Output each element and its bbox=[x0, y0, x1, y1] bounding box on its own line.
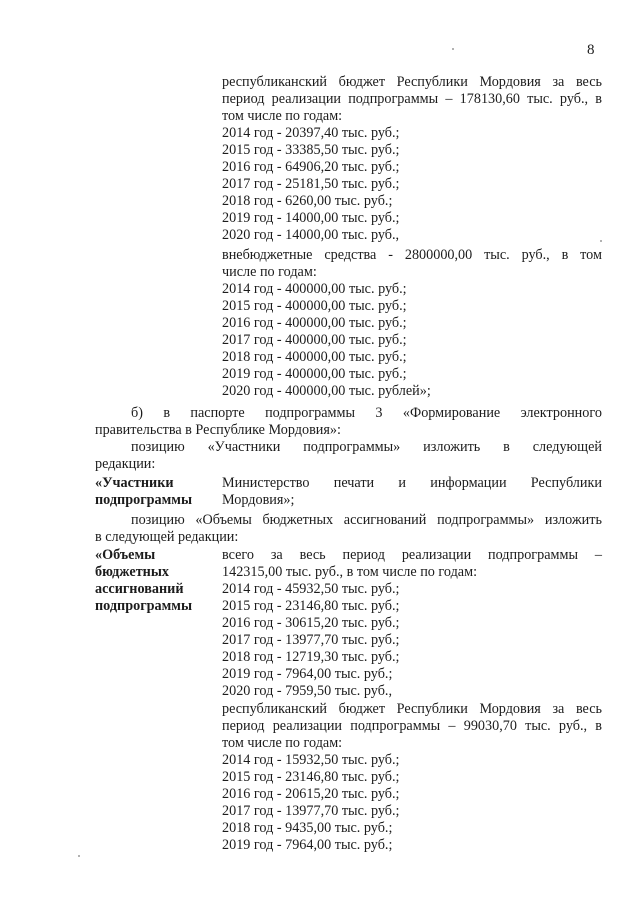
total-year-2020: 2020 год - 7959,50 тыс. руб., bbox=[222, 683, 393, 699]
extra-year-2020: 2020 год - 400000,00 тыс. рублей»; bbox=[222, 383, 431, 399]
scan-speck bbox=[78, 855, 80, 857]
word: в bbox=[503, 439, 510, 455]
republic-intro-line-3: том числе по годам: bbox=[222, 108, 343, 124]
word: бюджетных bbox=[262, 512, 334, 528]
word: период bbox=[222, 91, 265, 107]
word: 99030,70 bbox=[463, 718, 517, 734]
word: тыс. bbox=[525, 718, 551, 734]
word: период bbox=[222, 718, 265, 734]
participants-value-2: Мордовия»; bbox=[222, 492, 295, 508]
word: 3 bbox=[375, 405, 383, 421]
total-year-2019: 2019 год - 7964,00 тыс. руб.; bbox=[222, 666, 393, 682]
word: б) bbox=[131, 405, 143, 421]
word: весь bbox=[299, 547, 326, 563]
b-republic-year-2019: 2019 год - 7964,00 тыс. руб.; bbox=[222, 837, 393, 853]
total-intro-line-2: 142315,00 тыс. руб., в том числе по годам: bbox=[222, 564, 478, 580]
word: паспорте bbox=[190, 405, 245, 421]
scan-speck bbox=[600, 240, 602, 242]
word: республиканский bbox=[222, 701, 328, 717]
word: печати bbox=[333, 475, 375, 491]
word: позицию bbox=[131, 512, 185, 528]
b-republic-year-2015: 2015 год - 23146,80 тыс. руб.; bbox=[222, 769, 400, 785]
word: Министерство bbox=[222, 475, 310, 491]
word: ассигнований bbox=[343, 512, 427, 528]
word: том bbox=[580, 247, 602, 263]
word: изложить bbox=[423, 439, 481, 455]
total-intro-line-1 bbox=[222, 547, 602, 564]
b-republic-year-2014: 2014 год - 15932,50 тыс. руб.; bbox=[222, 752, 400, 768]
word: – bbox=[448, 718, 456, 734]
republic-year-2014: 2014 год - 20397,40 тыс. руб.; bbox=[222, 125, 400, 141]
word: Республики bbox=[396, 701, 468, 717]
word: Мордовия bbox=[479, 74, 541, 90]
volumes-label-3: ассигнований bbox=[95, 581, 184, 597]
word: – bbox=[594, 547, 602, 563]
total-year-2015: 2015 год - 23146,80 тыс. руб.; bbox=[222, 598, 400, 614]
republic-intro-line-1 bbox=[222, 74, 602, 91]
word: период bbox=[342, 547, 385, 563]
word: - bbox=[388, 247, 393, 263]
word: внебюджетные bbox=[222, 247, 313, 263]
republic-year-2019: 2019 год - 14000,00 тыс. руб.; bbox=[222, 210, 400, 226]
republic-intro-line-2 bbox=[222, 91, 602, 108]
word: и bbox=[398, 475, 406, 491]
republic-year-2020: 2020 год - 14000,00 тыс. руб., bbox=[222, 227, 400, 243]
volumes-label-2: бюджетных bbox=[95, 564, 170, 580]
word: Мордовия bbox=[479, 701, 541, 717]
participants-value-1 bbox=[222, 475, 602, 492]
word: Республики bbox=[396, 74, 468, 90]
section-b-line-2: правительства в Республике Мордовия»: bbox=[95, 422, 341, 438]
total-year-2016: 2016 год - 30615,20 тыс. руб.; bbox=[222, 615, 400, 631]
word: реализации bbox=[401, 547, 472, 563]
word: 178130,60 bbox=[459, 91, 520, 107]
word: весь bbox=[575, 701, 602, 717]
word: всего bbox=[222, 547, 254, 563]
word: подпрограммы bbox=[350, 718, 441, 734]
word: информации bbox=[430, 475, 507, 491]
extra-year-2015: 2015 год - 400000,00 тыс. руб.; bbox=[222, 298, 407, 314]
word: руб., bbox=[559, 91, 589, 107]
word: 2800000,00 bbox=[404, 247, 473, 263]
word: электронного bbox=[520, 405, 602, 421]
volumes-intro-line-2: в следующей редакции: bbox=[95, 529, 239, 545]
word: в bbox=[595, 718, 602, 734]
extra-intro-line-2: числе по годам: bbox=[222, 264, 317, 280]
word: тыс. bbox=[484, 247, 510, 263]
b-republic-intro-line-2 bbox=[222, 718, 602, 735]
section-b-line-1 bbox=[131, 405, 602, 422]
word: в bbox=[595, 91, 602, 107]
b-republic-intro-line-3: том числе по годам: bbox=[222, 735, 343, 751]
word: реализации bbox=[271, 91, 342, 107]
word: за bbox=[552, 701, 565, 717]
republic-year-2018: 2018 год - 6260,00 тыс. руб.; bbox=[222, 193, 393, 209]
word: «Объемы bbox=[195, 512, 252, 528]
total-year-2018: 2018 год - 12719,30 тыс. руб.; bbox=[222, 649, 400, 665]
participants-label-1: «Участники bbox=[95, 475, 174, 491]
volumes-label-1: «Объемы bbox=[95, 547, 156, 563]
b-republic-intro-line-1 bbox=[222, 701, 602, 718]
b-republic-year-2016: 2016 год - 20615,20 тыс. руб.; bbox=[222, 786, 400, 802]
word: средства bbox=[324, 247, 377, 263]
word: в bbox=[163, 405, 171, 421]
total-year-2014: 2014 год - 45932,50 тыс. руб.; bbox=[222, 581, 400, 597]
word: республиканский bbox=[222, 74, 328, 90]
word: тыс. bbox=[527, 91, 553, 107]
word: бюджет bbox=[338, 74, 386, 90]
word: реализации bbox=[272, 718, 343, 734]
word: подпрограммы bbox=[348, 91, 439, 107]
word: подпрограммы» bbox=[437, 512, 535, 528]
word: – bbox=[445, 91, 453, 107]
word: руб., bbox=[521, 247, 550, 263]
word: за bbox=[270, 547, 283, 563]
page-number: 8 bbox=[587, 42, 595, 58]
participants-intro-line-2: редакции: bbox=[95, 456, 156, 472]
extra-year-2016: 2016 год - 400000,00 тыс. руб.; bbox=[222, 315, 407, 331]
republic-year-2016: 2016 год - 64906,20 тыс. руб.; bbox=[222, 159, 400, 175]
extra-intro-line-1 bbox=[222, 247, 602, 264]
extra-year-2019: 2019 год - 400000,00 тыс. руб.; bbox=[222, 366, 407, 382]
extra-year-2014: 2014 год - 400000,00 тыс. руб.; bbox=[222, 281, 407, 297]
word: подпрограммы» bbox=[303, 439, 401, 455]
word: весь bbox=[575, 74, 602, 90]
b-republic-year-2018: 2018 год - 9435,00 тыс. руб.; bbox=[222, 820, 393, 836]
word: в bbox=[561, 247, 569, 263]
total-year-2017: 2017 год - 13977,70 тыс. руб.; bbox=[222, 632, 400, 648]
word: Республики bbox=[530, 475, 602, 491]
word: подпрограммы bbox=[265, 405, 356, 421]
word: изложить bbox=[544, 512, 602, 528]
republic-year-2015: 2015 год - 33385,50 тыс. руб.; bbox=[222, 142, 400, 158]
extra-year-2017: 2017 год - 400000,00 тыс. руб.; bbox=[222, 332, 407, 348]
volumes-intro-line-1 bbox=[131, 512, 602, 529]
word: «Участники bbox=[207, 439, 281, 455]
republic-year-2017: 2017 год - 25181,50 тыс. руб.; bbox=[222, 176, 400, 192]
word: подпрограммы bbox=[488, 547, 579, 563]
word: «Формирование bbox=[402, 405, 501, 421]
scan-speck bbox=[452, 48, 454, 50]
b-republic-year-2017: 2017 год - 13977,70 тыс. руб.; bbox=[222, 803, 400, 819]
extra-year-2018: 2018 год - 400000,00 тыс. руб.; bbox=[222, 349, 407, 365]
word: бюджет bbox=[338, 701, 386, 717]
participants-label-2: подпрограммы bbox=[95, 492, 193, 508]
word: следующей bbox=[532, 439, 602, 455]
volumes-label-4: подпрограммы bbox=[95, 598, 193, 614]
participants-intro-line-1 bbox=[131, 439, 602, 456]
word: руб., bbox=[558, 718, 588, 734]
word: за bbox=[552, 74, 565, 90]
word: позицию bbox=[131, 439, 185, 455]
